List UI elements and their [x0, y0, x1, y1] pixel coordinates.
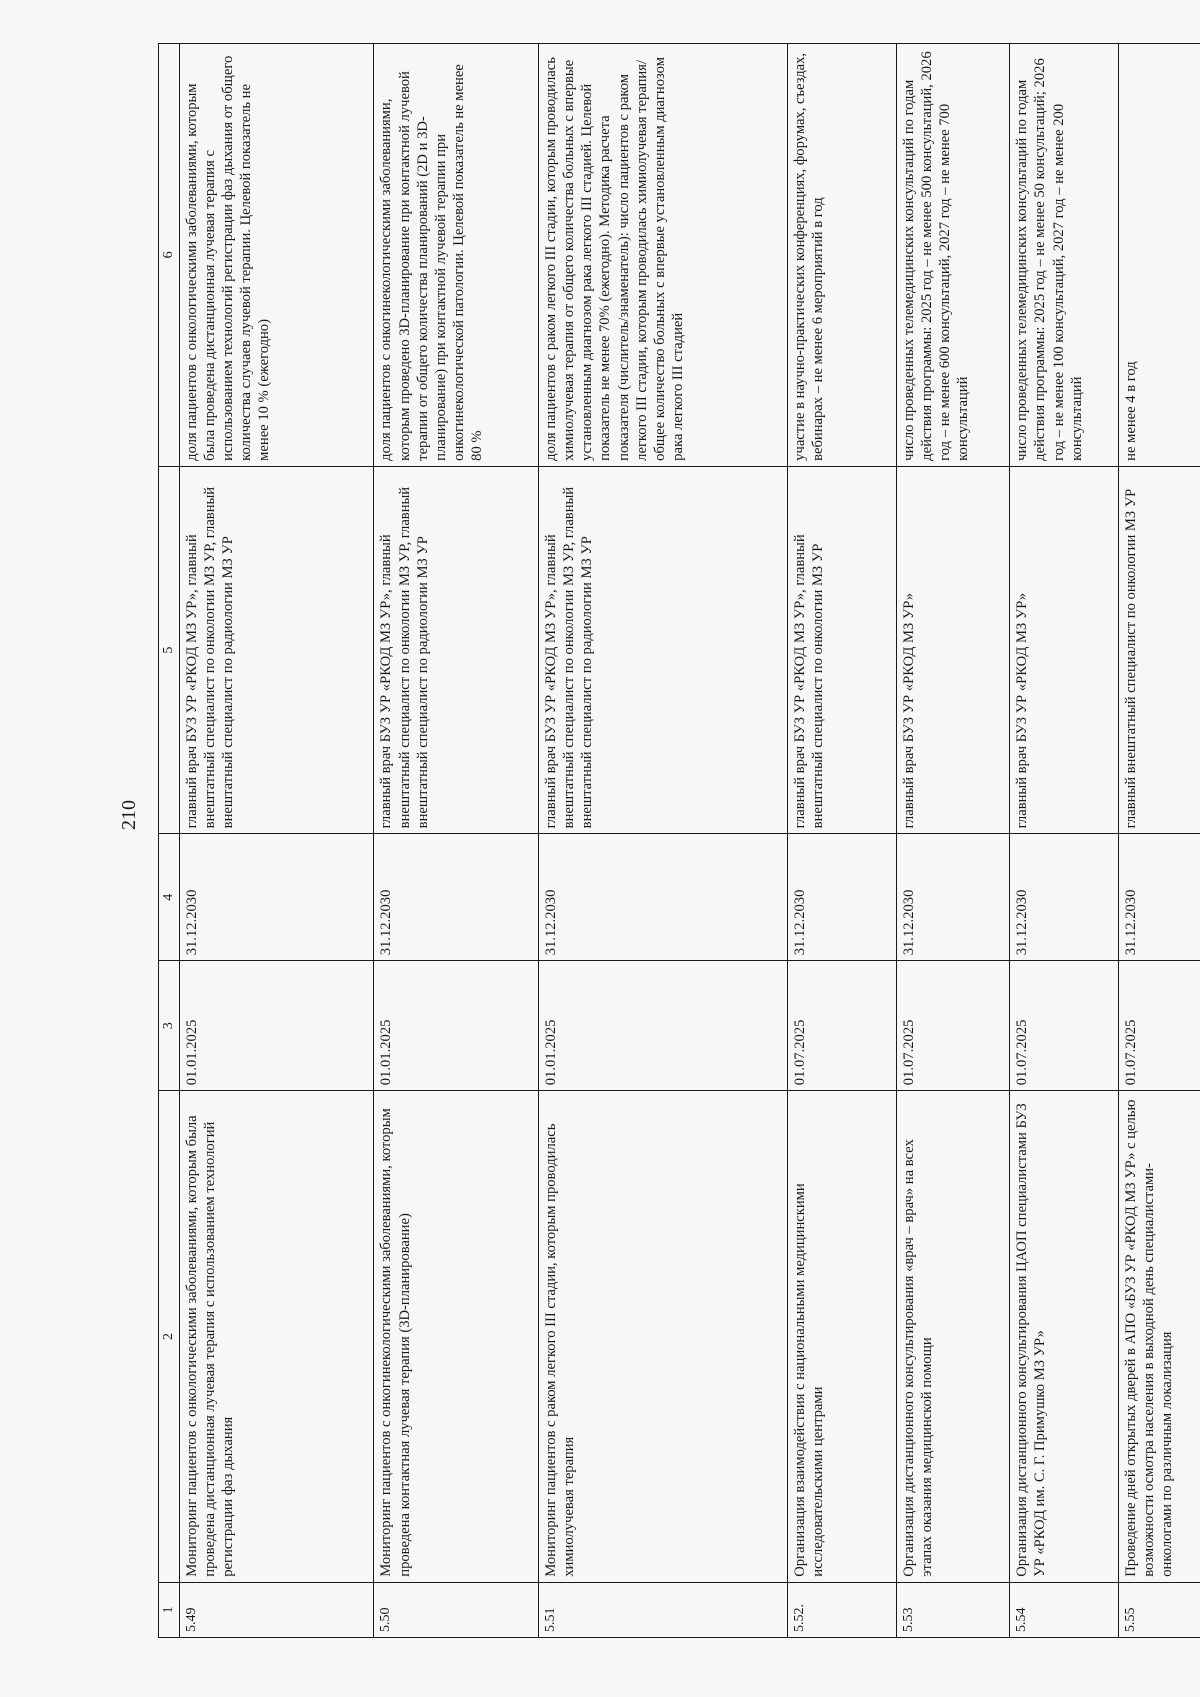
indicator-cell: число проведенных телемедицинских консультаций по годам действия программы: 2025 год – не менее 50 консультаций; 2026 год – не менее 100 консультаций, 2027 год – не менее 200 консультаций	[1010, 44, 1118, 467]
table-row	[1118, 44, 1200, 1638]
start-date-cell: 01.01.2025	[374, 961, 539, 1091]
responsible-cell: главный внештатный специалист по онкологии МЗ УР	[1118, 466, 1200, 834]
header-col-5: 5	[159, 466, 180, 834]
table-row	[1010, 44, 1118, 1638]
end-date-cell: 31.12.2030	[1010, 834, 1118, 961]
end-date-cell: 31.12.2030	[539, 834, 787, 961]
end-date-cell: 31.12.2030	[1118, 834, 1200, 961]
event-cell: Организация взаимодействия с национальными медицинскими исследовательскими центрами	[787, 1091, 896, 1582]
header-col-2: 2	[159, 1091, 180, 1582]
start-date-cell: 01.01.2025	[539, 961, 787, 1091]
event-cell: Организация дистанционного консультирования ЦАОП специалистами БУЗ УР «РКОД им. С. Г. Примушко МЗ УР»	[1010, 1091, 1118, 1582]
responsible-cell: главный врач БУЗ УР «РКОД МЗ УР»	[897, 466, 1010, 834]
end-date-cell: 31.12.2030	[180, 834, 374, 961]
responsible-cell: главный врач БУЗ УР «РКОД МЗ УР», главный внештатный специалист по онкологии МЗ УР, главный внештатный специалист по радиологии МЗ УР	[180, 466, 374, 834]
indicator-cell: число проведенных телемедицинских консультаций по годам действия программы: 2025 год – не менее 500 консультаций, 2026 год – не менее 600 консультаций, 2027 год – не менее 700 консультаций	[897, 44, 1010, 467]
start-date-cell: 01.07.2025	[1010, 961, 1118, 1091]
table-row	[539, 44, 787, 1638]
end-date-cell: 31.12.2030	[897, 834, 1010, 961]
responsible-cell: главный врач БУЗ УР «РКОД МЗ УР», главный внештатный специалист по онкологии МЗ УР, главный внештатный специалист по радиологии МЗ УР	[539, 466, 787, 834]
row-number: 5.52.	[787, 1582, 896, 1637]
header-row	[159, 44, 180, 1638]
rotated-page-content	[158, 43, 1200, 1638]
start-date-cell: 01.07.2025	[1118, 961, 1200, 1091]
event-cell: Мониторинг пациентов с онкологическими заболеваниями, которым была проведена дистанционная лучевая терапия с использованием технологий регистрации фаз дыхания	[180, 1091, 374, 1582]
responsible-cell: главный врач БУЗ УР «РКОД МЗ УР»	[1010, 466, 1118, 834]
row-number: 5.51	[539, 1582, 787, 1637]
row-number: 5.50	[374, 1582, 539, 1637]
end-date-cell: 31.12.2030	[374, 834, 539, 961]
row-number: 5.49	[180, 1582, 374, 1637]
indicator-cell: не менее 4 в год	[1118, 44, 1200, 467]
table-row	[180, 44, 374, 1638]
responsible-cell: главный врач БУЗ УР «РКОД МЗ УР», главный внештатный специалист по онкологии МЗ УР, главный внештатный специалист по радиологии МЗ УР	[374, 466, 539, 834]
indicator-cell: доля пациентов с онкологическими заболеваниями, которым была проведена дистанционная лучевая терапия с использованием технологий регистрации фаз дыхания от общего количества случаев лучевой терапии. Целевой показатель не менее 10 % (ежегодно)	[180, 44, 374, 467]
table-row	[374, 44, 539, 1638]
start-date-cell: 01.07.2025	[787, 961, 896, 1091]
table-row	[787, 44, 896, 1638]
responsible-cell: главный врач БУЗ УР «РКОД МЗ УР», главный внештатный специалист по онкологии МЗ УР	[787, 466, 896, 834]
header-col-6: 6	[159, 44, 180, 467]
row-number: 5.55	[1118, 1582, 1200, 1637]
event-cell: Мониторинг пациентов с онкогинекологическими заболеваниями, которым проведена контактная лучевая терапия (3D-планирование)	[374, 1091, 539, 1582]
row-number: 5.53	[897, 1582, 1010, 1637]
indicator-cell: доля пациентов с раком легкого III стадии, которым проводилась химиолучевая терапия от общего количества больных с впервые установленным диагнозом рака легкого III стадией. Целевой показатель не менее 70% (ежегодно). Методика расчета показателя (числитель/знаменатель): число пациентов с раком легкого III стадии, которым проводилась химиолучевая терапия/общее количество больных с впервые установленным диагнозом рака легкого III стадией	[539, 44, 787, 467]
event-cell: Организация дистанционного консультирования «врач – врач» на всех этапах оказания медицинской помощи	[897, 1091, 1010, 1582]
plan-table	[158, 43, 1200, 1638]
indicator-cell: участие в научно-практических конференциях, форумах, съездах, вебинарах – не менее 6 мероприятий в год	[787, 44, 896, 467]
table-row	[897, 44, 1010, 1638]
event-cell: Мониторинг пациентов с раком легкого III стадии, которым проводилась химиолучевая терапия	[539, 1091, 787, 1582]
row-number: 5.54	[1010, 1582, 1118, 1637]
start-date-cell: 01.07.2025	[897, 961, 1010, 1091]
page-number: 210	[118, 800, 140, 830]
header-col-3: 3	[159, 961, 180, 1091]
indicator-cell: доля пациентов с онкогинекологическими заболеваниями, которым проведено 3D-планирование при контактной лучевой терапии от общего количества планирований (2D и 3D-планирование) при контактной лучевой терапии при онкогинекологической патологии. Целевой показатель не менее 80 %	[374, 44, 539, 467]
end-date-cell: 31.12.2030	[787, 834, 896, 961]
header-col-1: 1	[159, 1582, 180, 1637]
event-cell: Проведение дней открытых дверей в АПО «БУЗ УР «РКОД МЗ УР» с целью возможности осмотра населения в выходной день специалистами-онкологами по различным локализация	[1118, 1091, 1200, 1582]
start-date-cell: 01.01.2025	[180, 961, 374, 1091]
header-col-4: 4	[159, 834, 180, 961]
